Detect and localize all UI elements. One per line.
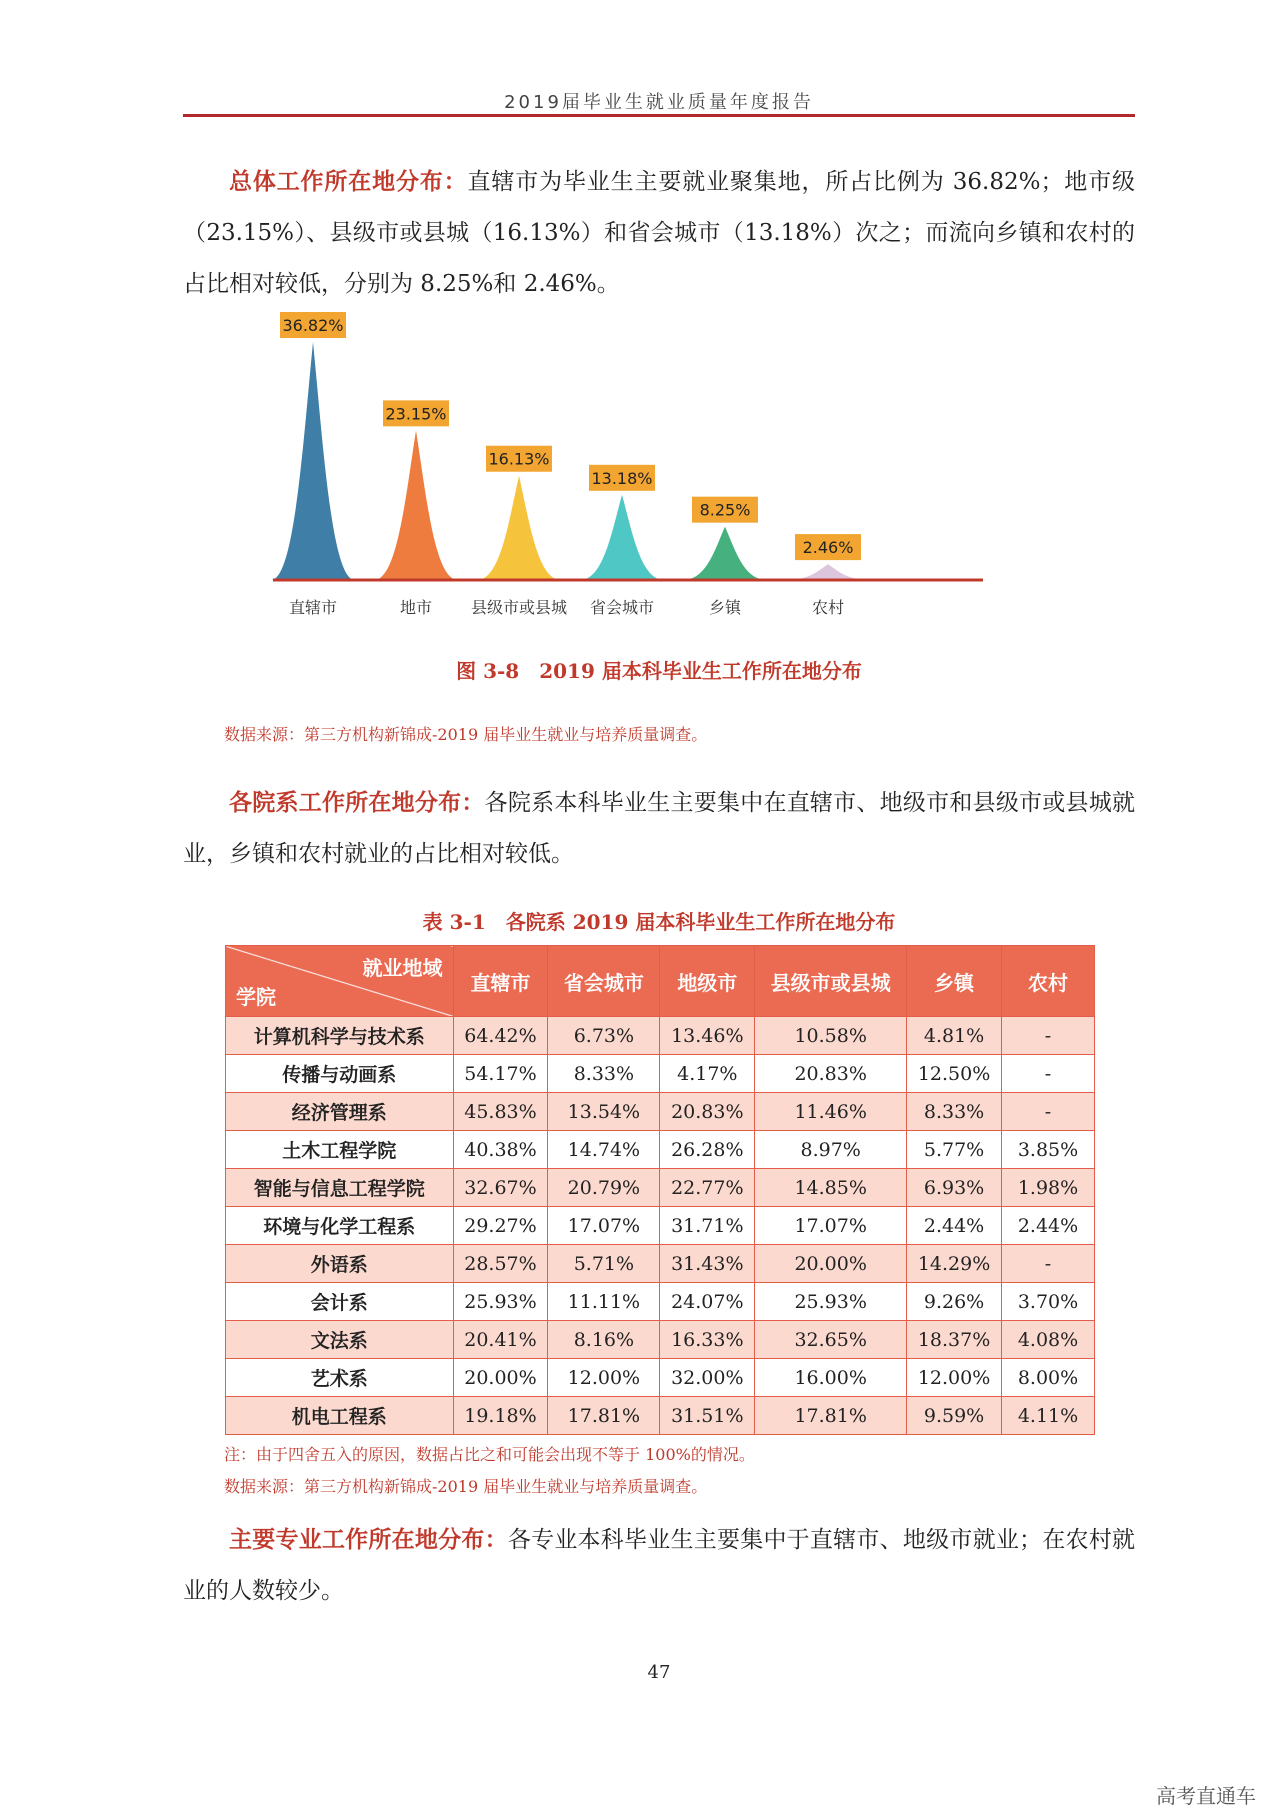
value-cell: 29.27% — [453, 1207, 548, 1245]
value-cell: 8.97% — [755, 1131, 907, 1169]
college-name-cell: 文法系 — [226, 1321, 454, 1359]
value-cell: 4.11% — [1002, 1397, 1095, 1435]
table-row — [226, 1397, 1095, 1435]
figure-caption: 图 3-8 2019 届本科毕业生工作所在地分布 — [456, 659, 862, 683]
value-cell: 31.51% — [660, 1397, 755, 1435]
value-cell: - — [1002, 1055, 1095, 1093]
value-cell: 19.18% — [453, 1397, 548, 1435]
value-cell: 4.08% — [1002, 1321, 1095, 1359]
value-cell: 4.81% — [907, 1017, 1002, 1055]
column-header: 省会城市 — [548, 946, 660, 1017]
chart-peak — [786, 564, 870, 580]
column-header: 农村 — [1002, 946, 1095, 1017]
value-cell: 32.65% — [755, 1321, 907, 1359]
value-cell: 26.28% — [660, 1131, 755, 1169]
paragraph-text: 直辖市为毕业生主要就业聚集地，所占比例为 36.82%；地市级（23.15%）、县级市或县城（16.13%）和省会城市（13.18%）次之；而流向乡镇和农村的占比相对较低，分别为 8.25%和 2.46%。 — [183, 169, 1136, 297]
value-cell: 20.41% — [453, 1321, 548, 1359]
table-row — [226, 1093, 1095, 1131]
chart-peak — [580, 495, 664, 580]
value-cell: 17.07% — [755, 1207, 907, 1245]
value-cell: - — [1002, 1017, 1095, 1055]
value-cell: 40.38% — [453, 1131, 548, 1169]
table-row — [226, 1283, 1095, 1321]
table-row — [226, 1245, 1095, 1283]
paragraph-overall-location — [183, 156, 1135, 310]
table-row — [226, 1131, 1095, 1169]
value-cell: 24.07% — [660, 1283, 755, 1321]
value-cell: 8.33% — [907, 1093, 1002, 1131]
college-name-cell: 计算机科学与技术系 — [226, 1017, 454, 1055]
value-cell: 20.83% — [660, 1093, 755, 1131]
category-label: 直辖市 — [288, 598, 338, 617]
value-cell: 20.79% — [548, 1169, 660, 1207]
data-label: 8.25% — [699, 500, 751, 520]
value-cell: 4.17% — [660, 1055, 755, 1093]
value-cell: 1.98% — [1002, 1169, 1095, 1207]
college-name-cell: 机电工程系 — [226, 1397, 454, 1435]
value-cell: 12.00% — [548, 1359, 660, 1397]
category-label: 乡镇 — [708, 598, 742, 617]
figure-source: 数据来源：第三方机构新锦成-2019 届毕业生就业与培养质量调查。 — [224, 725, 708, 744]
paragraph-college-location — [183, 777, 1135, 880]
college-name-cell: 智能与信息工程学院 — [226, 1169, 454, 1207]
college-name-cell: 土木工程学院 — [226, 1131, 454, 1169]
data-label: 23.15% — [385, 404, 447, 424]
value-cell: 8.00% — [1002, 1359, 1095, 1397]
value-cell: 17.81% — [755, 1397, 907, 1435]
college-location-table — [225, 945, 1095, 1435]
category-label: 农村 — [811, 598, 845, 617]
header-rule — [183, 114, 1135, 117]
value-cell: 5.71% — [548, 1245, 660, 1283]
value-cell: 2.44% — [1002, 1207, 1095, 1245]
paragraph-text: 各院系本科毕业生主要集中在直辖市、地级市和县级市或县城就业，乡镇和农村就业的占比相对较低。 — [183, 790, 1136, 867]
table-row — [226, 1055, 1095, 1093]
college-name-cell: 传播与动画系 — [226, 1055, 454, 1093]
value-cell: 28.57% — [453, 1245, 548, 1283]
category-label: 地市 — [399, 598, 433, 617]
paragraph-major-location — [183, 1514, 1135, 1617]
value-cell: 18.37% — [907, 1321, 1002, 1359]
value-cell: 9.59% — [907, 1397, 1002, 1435]
value-cell: - — [1002, 1093, 1095, 1131]
value-cell: 14.29% — [907, 1245, 1002, 1283]
table-corner-cell — [226, 946, 454, 1017]
value-cell: 3.85% — [1002, 1131, 1095, 1169]
table-row — [226, 1359, 1095, 1397]
data-label: 13.18% — [591, 468, 653, 488]
value-cell: 17.07% — [548, 1207, 660, 1245]
watermark: 高考直通车 — [1156, 1784, 1256, 1808]
value-cell: 5.77% — [907, 1131, 1002, 1169]
page-number: 47 — [647, 1662, 671, 1683]
value-cell: 12.50% — [907, 1055, 1002, 1093]
value-cell: 6.73% — [548, 1017, 660, 1055]
value-cell: 8.33% — [548, 1055, 660, 1093]
value-cell: 11.11% — [548, 1283, 660, 1321]
value-cell: 17.81% — [548, 1397, 660, 1435]
value-cell: - — [1002, 1245, 1095, 1283]
value-cell: 2.44% — [907, 1207, 1002, 1245]
chart-marks — [271, 312, 870, 617]
corner-region-label: 就业地域 — [362, 956, 443, 980]
table-row — [226, 1169, 1095, 1207]
value-cell: 20.00% — [453, 1359, 548, 1397]
category-label: 县级市或县城 — [470, 598, 568, 617]
value-cell: 11.46% — [755, 1093, 907, 1131]
category-label: 省会城市 — [589, 598, 655, 617]
value-cell: 13.54% — [548, 1093, 660, 1131]
column-header: 乡镇 — [907, 946, 1002, 1017]
value-cell: 25.93% — [755, 1283, 907, 1321]
chart-peak — [271, 342, 355, 580]
college-name-cell: 经济管理系 — [226, 1093, 454, 1131]
college-name-cell: 外语系 — [226, 1245, 454, 1283]
data-label: 16.13% — [488, 449, 550, 469]
data-label: 36.82% — [282, 316, 344, 335]
value-cell: 14.85% — [755, 1169, 907, 1207]
table-row — [226, 1207, 1095, 1245]
value-cell: 32.67% — [453, 1169, 548, 1207]
value-cell: 31.71% — [660, 1207, 755, 1245]
value-cell: 13.46% — [660, 1017, 755, 1055]
paragraph-text: 各专业本科毕业生主要集中于直辖市、地级市就业；在农村就业的人数较少。 — [183, 1527, 1136, 1604]
value-cell: 16.33% — [660, 1321, 755, 1359]
table-caption: 表 3-1 各院系 2019 届本科毕业生工作所在地分布 — [422, 910, 896, 934]
column-header: 地级市 — [660, 946, 755, 1017]
paragraph-lead: 总体工作所在地分布： — [229, 168, 468, 195]
value-cell: 25.93% — [453, 1283, 548, 1321]
value-cell: 8.16% — [548, 1321, 660, 1359]
table-note: 注：由于四舍五入的原因，数据占比之和可能会出现不等于 100%的情况。 — [224, 1445, 755, 1464]
chart-peak — [374, 430, 458, 580]
value-cell: 22.77% — [660, 1169, 755, 1207]
value-cell: 6.93% — [907, 1169, 1002, 1207]
value-cell: 64.42% — [453, 1017, 548, 1055]
table-source: 数据来源：第三方机构新锦成-2019 届毕业生就业与培养质量调查。 — [224, 1477, 708, 1496]
value-cell: 9.26% — [907, 1283, 1002, 1321]
value-cell: 20.00% — [755, 1245, 907, 1283]
table-row — [226, 1321, 1095, 1359]
paragraph-lead: 主要专业工作所在地分布： — [229, 1526, 508, 1553]
chart-peak — [683, 527, 767, 580]
chart-peak — [477, 476, 561, 580]
table-row — [226, 1017, 1095, 1055]
paragraph-lead: 各院系工作所在地分布： — [229, 789, 485, 816]
value-cell: 10.58% — [755, 1017, 907, 1055]
corner-college-label: 学院 — [236, 985, 276, 1009]
value-cell: 14.74% — [548, 1131, 660, 1169]
table-body — [226, 1017, 1095, 1435]
value-cell: 54.17% — [453, 1055, 548, 1093]
college-name-cell: 环境与化学工程系 — [226, 1207, 454, 1245]
data-label: 2.46% — [802, 538, 854, 558]
column-header: 直辖市 — [453, 946, 548, 1017]
table-header-row — [226, 946, 1095, 1017]
value-cell: 45.83% — [453, 1093, 548, 1131]
value-cell: 12.00% — [907, 1359, 1002, 1397]
location-distribution-chart — [183, 310, 1135, 630]
college-name-cell: 艺术系 — [226, 1359, 454, 1397]
report-header: 2019届毕业生就业质量年度报告 — [504, 92, 814, 113]
value-cell: 31.43% — [660, 1245, 755, 1283]
value-cell: 32.00% — [660, 1359, 755, 1397]
college-name-cell: 会计系 — [226, 1283, 454, 1321]
column-header: 县级市或县城 — [755, 946, 907, 1017]
value-cell: 3.70% — [1002, 1283, 1095, 1321]
value-cell: 20.83% — [755, 1055, 907, 1093]
value-cell: 16.00% — [755, 1359, 907, 1397]
